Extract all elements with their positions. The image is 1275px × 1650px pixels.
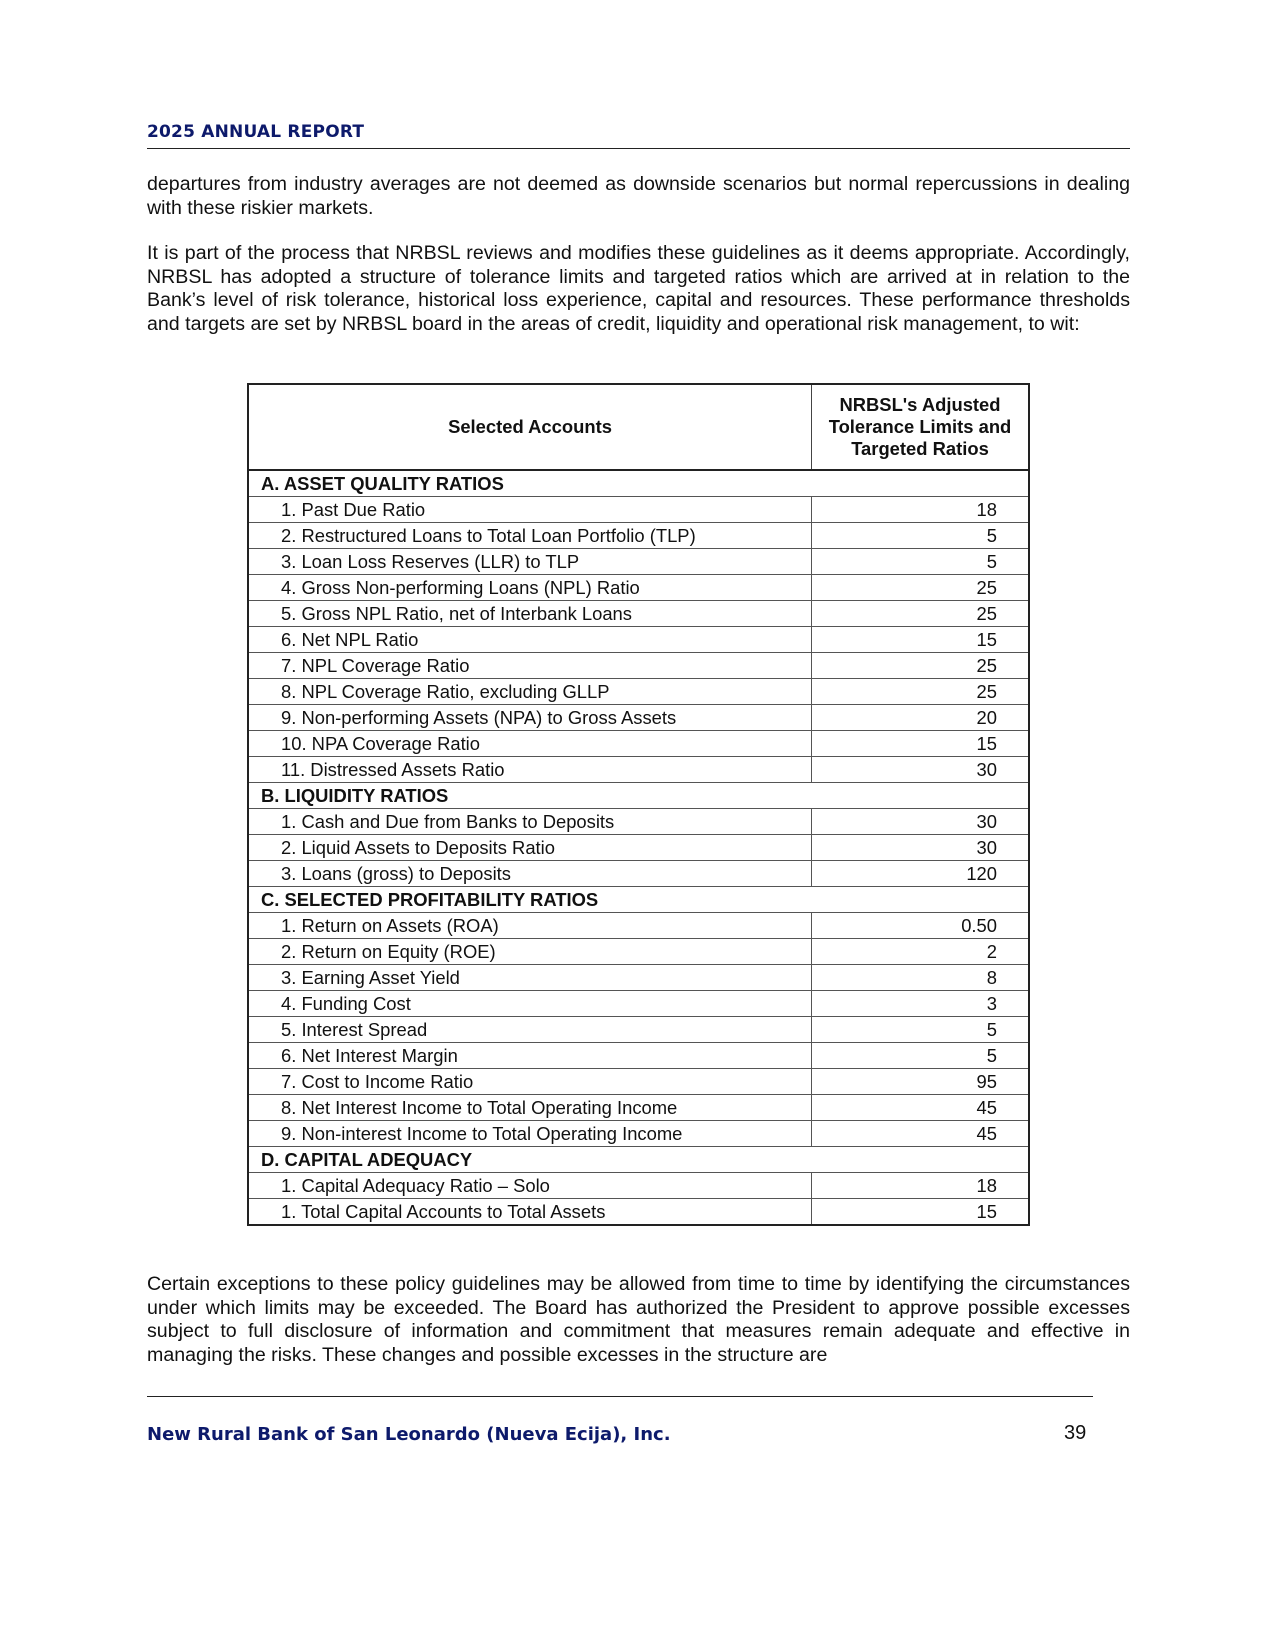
ratio-value: 30	[812, 835, 1030, 861]
account-label: 1. Capital Adequacy Ratio – Solo	[248, 1173, 812, 1199]
account-label: 2. Restructured Loans to Total Loan Portfolio (TLP)	[248, 523, 812, 549]
ratio-value: 5	[812, 523, 1030, 549]
table-row	[248, 601, 1029, 627]
ratio-value: 45	[812, 1121, 1030, 1147]
ratio-value: 18	[812, 1173, 1030, 1199]
tolerance-limits-table	[247, 383, 1030, 1226]
account-label: 1. Total Capital Accounts to Total Assets	[248, 1199, 812, 1226]
account-label: 1. Past Due Ratio	[248, 497, 812, 523]
table-row	[248, 1043, 1029, 1069]
section-title: C. SELECTED PROFITABILITY RATIOS	[248, 887, 1029, 913]
table-row	[248, 1017, 1029, 1043]
table-row	[248, 965, 1029, 991]
ratio-value: 8	[812, 965, 1030, 991]
page-number: 39	[1064, 1422, 1087, 1444]
account-label: 10. NPA Coverage Ratio	[248, 731, 812, 757]
table-row	[248, 1121, 1029, 1147]
ratio-value: 0.50	[812, 913, 1030, 939]
account-label: 7. NPL Coverage Ratio	[248, 653, 812, 679]
account-label: 5. Interest Spread	[248, 1017, 812, 1043]
table-row	[248, 705, 1029, 731]
section-header-row	[248, 887, 1029, 913]
table-row	[248, 1095, 1029, 1121]
ratio-value: 15	[812, 1199, 1030, 1226]
ratio-value: 5	[812, 1043, 1030, 1069]
account-label: 2. Return on Equity (ROE)	[248, 939, 812, 965]
ratio-value: 25	[812, 601, 1030, 627]
table-row	[248, 861, 1029, 887]
account-label: 2. Liquid Assets to Deposits Ratio	[248, 835, 812, 861]
ratio-value: 95	[812, 1069, 1030, 1095]
account-label: 3. Loan Loss Reserves (LLR) to TLP	[248, 549, 812, 575]
table-row	[248, 757, 1029, 783]
section-title: B. LIQUIDITY RATIOS	[248, 783, 1029, 809]
ratio-value: 25	[812, 653, 1030, 679]
column-header-selected-accounts: Selected Accounts	[248, 384, 812, 470]
account-label: 9. Non-interest Income to Total Operating Income	[248, 1121, 812, 1147]
column-header-tolerance-limits: NRBSL's Adjusted Tolerance Limits and Targeted Ratios	[812, 384, 1030, 470]
section-title: D. CAPITAL ADEQUACY	[248, 1147, 1029, 1173]
ratio-value: 25	[812, 575, 1030, 601]
ratio-value: 5	[812, 1017, 1030, 1043]
ratio-value: 30	[812, 809, 1030, 835]
paragraph-tolerance-limits: It is part of the process that NRBSL reviews and modifies these guidelines as it deems appropriate. Accordingly, NRBSL has adopted a structure of tolerance limits and targeted ratios which are arrived at in relation to the Bank’s level of risk tolerance, historical loss experience, capital and resources. These performance thresholds and targets are set by NRBSL board in the areas of credit, liquidity and operational risk management, to wit:	[147, 242, 1130, 335]
table-row	[248, 809, 1029, 835]
table-row	[248, 497, 1029, 523]
ratio-value: 15	[812, 731, 1030, 757]
footer-rule	[147, 1396, 1093, 1397]
footer-bank-name: New Rural Bank of San Leonardo (Nueva Ecija), Inc.	[147, 1424, 671, 1445]
paragraph-exceptions: Certain exceptions to these policy guidelines may be allowed from time to time by identifying the circumstances under which limits may be exceeded. The Board has authorized the President to approve possible excesses subject to full disclosure of information and commitment that measures remain adequate and effective in managing the risks. These changes and possible excesses in the structure are	[147, 1273, 1130, 1366]
table-header-row	[248, 384, 1029, 470]
ratio-value: 5	[812, 549, 1030, 575]
ratio-value: 120	[812, 861, 1030, 887]
section-header-row	[248, 783, 1029, 809]
account-label: 8. NPL Coverage Ratio, excluding GLLP	[248, 679, 812, 705]
table-body	[248, 470, 1029, 1225]
table-row	[248, 523, 1029, 549]
account-label: 4. Funding Cost	[248, 991, 812, 1017]
account-label: 11. Distressed Assets Ratio	[248, 757, 812, 783]
account-label: 1. Cash and Due from Banks to Deposits	[248, 809, 812, 835]
table-row	[248, 1199, 1029, 1226]
account-label: 9. Non-performing Assets (NPA) to Gross Assets	[248, 705, 812, 731]
table-row	[248, 575, 1029, 601]
table-row	[248, 549, 1029, 575]
paragraph-intro: departures from industry averages are not deemed as downside scenarios but normal repercussions in dealing with these riskier markets.	[147, 173, 1130, 219]
table-row	[248, 913, 1029, 939]
table-row	[248, 627, 1029, 653]
table-row	[248, 653, 1029, 679]
account-label: 1. Return on Assets (ROA)	[248, 913, 812, 939]
ratio-value: 30	[812, 757, 1030, 783]
report-title: 2025 ANNUAL REPORT	[147, 122, 365, 142]
table-row	[248, 939, 1029, 965]
ratio-value: 3	[812, 991, 1030, 1017]
account-label: 5. Gross NPL Ratio, net of Interbank Loans	[248, 601, 812, 627]
account-label: 3. Earning Asset Yield	[248, 965, 812, 991]
account-label: 6. Net Interest Margin	[248, 1043, 812, 1069]
account-label: 4. Gross Non-performing Loans (NPL) Ratio	[248, 575, 812, 601]
account-label: 6. Net NPL Ratio	[248, 627, 812, 653]
table-row	[248, 731, 1029, 757]
table-row	[248, 679, 1029, 705]
section-header-row	[248, 470, 1029, 497]
account-label: 7. Cost to Income Ratio	[248, 1069, 812, 1095]
table-row	[248, 1173, 1029, 1199]
ratio-value: 25	[812, 679, 1030, 705]
table-row	[248, 991, 1029, 1017]
ratio-value: 20	[812, 705, 1030, 731]
ratio-value: 15	[812, 627, 1030, 653]
ratio-value: 2	[812, 939, 1030, 965]
section-title: A. ASSET QUALITY RATIOS	[248, 470, 1029, 497]
header-rule	[147, 148, 1130, 149]
table-row	[248, 1069, 1029, 1095]
account-label: 3. Loans (gross) to Deposits	[248, 861, 812, 887]
page-header	[147, 122, 1130, 149]
section-header-row	[248, 1147, 1029, 1173]
account-label: 8. Net Interest Income to Total Operating Income	[248, 1095, 812, 1121]
ratio-value: 45	[812, 1095, 1030, 1121]
table-row	[248, 835, 1029, 861]
ratio-value: 18	[812, 497, 1030, 523]
